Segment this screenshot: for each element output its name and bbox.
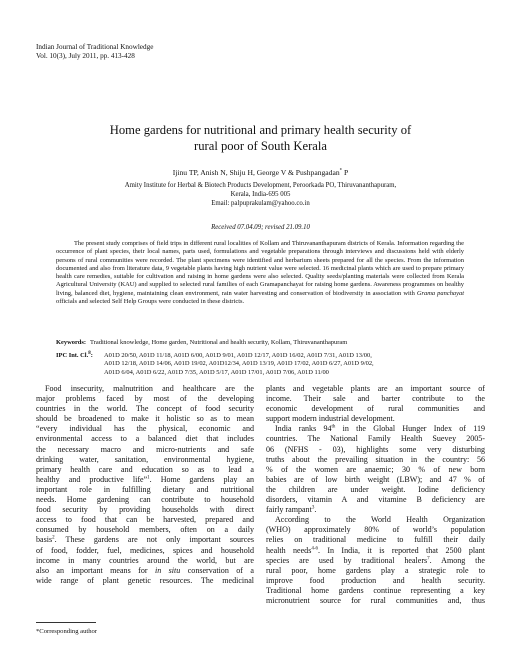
ipc-label-colon: :: [90, 352, 93, 359]
journal-issue: Vol. 10(3), July 2011, pp. 413-428: [36, 52, 135, 60]
body-line: environmental access to a balanced diet that includes: [36, 434, 254, 444]
keywords-text: Traditional knowledge, Home garden, Nutritional and health security, Kollam, Thiruvananthapuram: [90, 339, 348, 346]
text-run: . Among the: [429, 555, 485, 565]
body-line: economic development of rural communities and: [266, 404, 485, 414]
body-line: According to the World Health Organization: [275, 515, 485, 525]
body-line: micronutrient source for rural communities and, thus: [266, 595, 485, 605]
text-run: conservation of a: [180, 565, 254, 575]
body-line: [266, 556, 485, 566]
body-line: access to food that can be harvested, prepared and: [36, 515, 254, 525]
body-line: 06 (NFHS - 03), highlights some very disturbing: [266, 444, 485, 454]
body-line: income in many countries around the world, but are: [36, 555, 254, 565]
body-line: [36, 535, 254, 545]
body-line: drinking water, sanitation, environmental hygiene,: [36, 454, 254, 464]
author-list: [60, 168, 461, 177]
author-last: P: [342, 168, 349, 177]
citation-sup: 2: [52, 535, 55, 541]
italic-term: in situ: [154, 565, 181, 575]
paper-title: [60, 123, 461, 154]
abstract: [56, 240, 464, 306]
body-line: [36, 475, 254, 485]
body-column-right: [266, 384, 485, 606]
body-line: should be broadened to make it holistic so as to mean: [36, 414, 254, 424]
body-column-left: [36, 384, 254, 586]
title-line-1: Home gardens for nutritional and primary health security of: [109, 123, 412, 137]
body-line: Traditional home gardens continue representing a key: [266, 585, 485, 595]
body-line: countries. The National Family Health Suevey 2005-: [266, 434, 485, 444]
ipc-label-sup: 8: [88, 350, 91, 356]
affiliation: [60, 182, 461, 208]
body-line: plants and vegetable plants are an important source of: [266, 384, 485, 393]
footnote: *Corresponding author: [36, 628, 97, 635]
text-run: basis: [36, 535, 53, 545]
corresponding-mark: *: [339, 168, 343, 174]
body-line: the necessary macro and micro-nutrients and safe: [36, 444, 254, 454]
affiliation-line-1: Amity Institute for Herbal & Biotech Products Development, Peroorkada PO, Thiruvananthapuram,: [124, 182, 397, 189]
body-line: rural poor, home gardens play a strategic role to: [266, 565, 485, 575]
body-line: primary health care and education so as to lead a: [36, 464, 254, 474]
citation-sup: 4-6: [311, 545, 319, 551]
body-line: countries in the world. The concept of food security: [36, 404, 254, 414]
text-run: health needs: [266, 545, 312, 555]
body-line: (WHO) approximately 80% of world’s population: [266, 525, 485, 535]
body-line: disorders, vitamin A and vitamine B deficiency are: [266, 495, 485, 505]
text-run: India ranks 94: [275, 424, 332, 434]
author-names: Ijinu TP, Anish N, Shiju H, George V & Pushpangadan: [172, 168, 340, 177]
body-line: wide range of plant genetic resources. The medicinal: [36, 575, 254, 585]
body-line: important role in fulfilling dietary and nutritional: [36, 484, 254, 494]
body-line: [266, 424, 485, 434]
citation-sup: 3: [311, 505, 315, 511]
body-line: major problems faced by most of the developing: [36, 394, 254, 404]
keywords: [56, 339, 476, 347]
ipc-classification: [56, 352, 476, 377]
text-run: also an important means for: [36, 565, 155, 575]
abstract-text-2: officials and selected Self Help Groups were conducted in these districts.: [56, 298, 245, 306]
ordinal-sup: th: [331, 424, 336, 430]
journal-header: [36, 43, 153, 61]
body-line: improve food production and health security.: [266, 575, 485, 585]
abstract-italic-term: Grama panchayat: [416, 289, 464, 297]
body-line: needs. Home gardening can contribute to household: [36, 495, 254, 505]
text-run: healthy and productive life”: [36, 474, 148, 484]
ipc-codes: [104, 352, 374, 377]
text-run: in the Global Hunger Index of 119: [335, 424, 485, 434]
body-line: income. Their sale and barter contribute to the: [266, 394, 485, 404]
ipc-label: [56, 352, 104, 377]
citation-sup: 1: [147, 475, 150, 481]
ipc-line-2: A01D 12/18, A01D 14/06, A01D 19/02, A01D12/34, A01D 13/19, A01D 17/02, A01D 6/27, A01D 9/02,: [104, 360, 374, 368]
body-line: % of the women are anaemic; 30 % of new born: [266, 464, 485, 474]
ipc-line-3: A01D 6/04, A01D 6/22, A01D 7/35, A01D 5/17, A01D 17/01, A01D 7/06, A01D 11/00: [104, 368, 329, 376]
text-run: . In India, it is reported that 2500 plant: [318, 545, 485, 555]
body-line: babies are of low birth weight (LBW); and 47 % of: [266, 474, 485, 484]
body-line: [266, 505, 485, 515]
body-line: food security by providing households with direct: [36, 505, 254, 515]
body-line: relies on traditional medicine to fulfill their daily: [266, 535, 485, 545]
text-run: . These gardens are not only important sources: [54, 535, 254, 545]
text-run: species are used by traditional healers: [266, 555, 428, 565]
received-dates: Received 07.04.09; revised 21.09.10: [211, 224, 310, 231]
body-line: the children are under weight. Iodine deficiency: [266, 484, 485, 494]
text-run: .: [314, 505, 317, 515]
body-line: “every individual has the physical, economic and: [36, 424, 254, 434]
body-line: of food, fodder, fuel, medicines, spices and household: [36, 545, 254, 555]
body-line: support modern industrial development.: [266, 414, 395, 424]
journal-name: Indian Journal of Traditional Knowledge: [36, 43, 154, 51]
text-run: fairly rampant: [266, 505, 312, 515]
affiliation-line-2: Kerala, India-695 005: [230, 190, 291, 198]
abstract-text-1: The present study comprises of field trips in different rural localities of Kollam and Thiruvananthapuram districts of Kerala. Information regarding the occurrence of plant species, their local names, parts used, formulations and vegetable preparations through interviews and discussions held with elderly persons of rural communities were recorded. The plant specimens were identified and herbarium sheets prepared for all the species. From the information documented and also from literature data, 9 vegetable plants having high nutrient value were selected. 16 medicinal plants which are used to prepare primary health care remedies, suitable for cultivation and raising in home gardens were also selected. Quality seeds/planting materials were collected from Kerala Agricultural University (KAU) and supplied to selected rural families of each Gramapanchayat for raising home gardens. Awareness programmes on healthy living, balanced diet, hygiene, maintaining clean environment, rain water harvesting and conservation of biodiversity in association with: [56, 240, 464, 297]
body-line: [266, 546, 485, 556]
affiliation-email: Email: palpuprakulam@yahoo.co.in: [211, 199, 310, 207]
body-line: [36, 566, 254, 576]
body-line: truths about the prevailing situation in the country: 56: [266, 454, 485, 464]
body-line: Food insecurity, malnutrition and healthcare are the: [45, 384, 254, 393]
body-line: consumed by household members, often on a daily: [36, 525, 254, 535]
footnote-divider: [36, 622, 96, 623]
title-line-2: rural poor of South Kerala: [194, 138, 327, 153]
ipc-label-text: IPC Int. Cl.: [56, 352, 89, 359]
text-run: . Home gardens play an: [149, 474, 254, 484]
citation-sup: 7: [427, 555, 430, 561]
ipc-line-1: A01D 20/50, A01D 11/18, A01D 6/00, A01D 9/01, A01D 12/17, A01D 16/02, A01D 7/31, A01D 13/00,: [104, 352, 372, 359]
keywords-label: Keywords:: [56, 339, 87, 346]
